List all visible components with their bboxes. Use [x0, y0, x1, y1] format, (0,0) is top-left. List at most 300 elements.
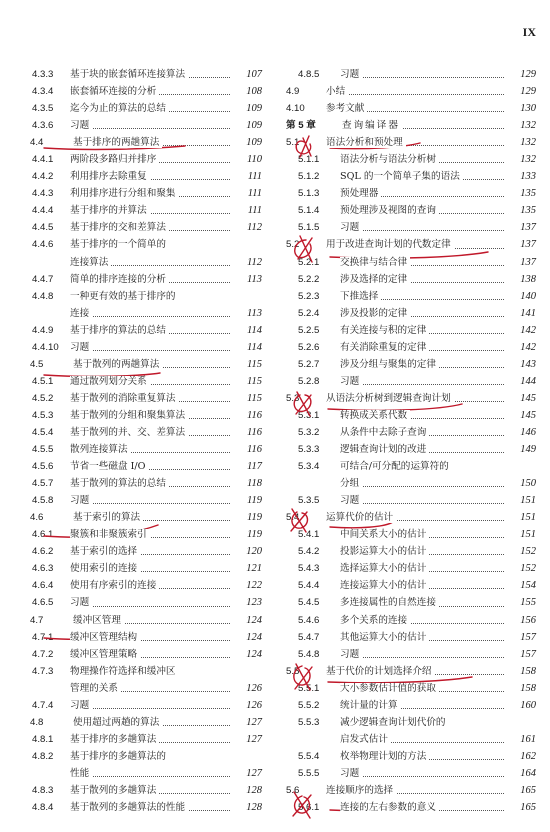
toc-entry-number: 5.4.8 — [298, 648, 320, 660]
toc-entry-page: 115 — [247, 392, 262, 404]
toc-entry-title: 预处理涉及视图的查询 — [340, 205, 439, 216]
toc-entry-page: 129 — [520, 86, 536, 98]
toc-entry — [286, 100, 540, 117]
toc-entry-title-wrap — [326, 83, 504, 100]
toc-entry-page: 128 — [246, 784, 262, 796]
toc-entry-title: 基于索引的算法 — [73, 512, 143, 523]
toc-entry-title: 有关连接与积的定律 — [340, 325, 429, 336]
toc-entry — [286, 236, 540, 253]
toc-entry-page: 164 — [520, 767, 536, 779]
toc-entry-number: 4.7.1 — [32, 631, 54, 643]
toc-entry-title: 多个关系的连接 — [340, 615, 410, 626]
toc-entry-page: 126 — [246, 699, 262, 711]
toc-entry-title: 缓冲区管理策略 — [70, 649, 140, 660]
toc-entry-page: 141 — [520, 307, 536, 319]
toc-entry-title: 基于索引的选择 — [70, 546, 140, 557]
toc-entry-number: 5.1.2 — [298, 171, 320, 183]
toc-entry — [286, 799, 540, 816]
toc-entry-number: 4.4.7 — [32, 273, 54, 285]
toc-entry-page: 132 — [520, 120, 536, 132]
toc-entry-page: 143 — [520, 358, 536, 370]
toc-entry-title: 习题 — [340, 649, 362, 660]
toc-entry — [286, 782, 540, 799]
toc-entry-title: 小结 — [326, 86, 348, 97]
toc-entry-page: 133 — [520, 171, 536, 183]
toc-entry-page: 119 — [247, 512, 262, 524]
toc-entry-title: 基于散列的多趟算法的性能 — [70, 802, 188, 813]
toc-entry-title-wrap — [73, 356, 230, 373]
toc-entry — [286, 492, 540, 509]
toc-entry — [30, 322, 266, 339]
toc-entry-title: 聚簇和非聚簇索引 — [70, 529, 150, 540]
toc-entry-number: 5.2.1 — [298, 256, 320, 268]
toc-entry-title-wrap — [70, 390, 230, 407]
toc-entry-title-wrap — [70, 254, 230, 271]
toc-entry-title: 从语法分析树到逻辑查询计划 — [326, 393, 454, 404]
toc-entry-title-wrap — [70, 407, 230, 424]
toc-entry-page: 115 — [247, 358, 262, 370]
toc-entry-page: 138 — [520, 273, 536, 285]
toc-entry — [286, 185, 540, 202]
toc-entry-title-wrap — [70, 236, 230, 253]
toc-entry-page: 116 — [247, 444, 262, 456]
toc-entry — [30, 151, 266, 168]
toc-entry-number: 4.7.2 — [32, 648, 54, 660]
toc-entry-page: 127 — [246, 716, 262, 728]
toc-entry-number: 4.4.3 — [32, 188, 54, 200]
toc-entry-title-wrap — [340, 254, 504, 271]
toc-entry-number: 4.9 — [286, 86, 300, 98]
toc-entry-title: 基于散列的算法的总结 — [70, 478, 169, 489]
toc-entry — [30, 100, 266, 117]
toc-entry — [286, 663, 540, 680]
toc-entry-title-wrap — [70, 339, 230, 356]
toc-entry-number: 5.4.3 — [298, 563, 320, 575]
toc-entry-number: 5.2.6 — [298, 341, 320, 353]
toc-entry-title-wrap — [70, 288, 230, 305]
toc-entry-title: 习题 — [70, 597, 92, 608]
toc-entry-number: 5.4.4 — [298, 580, 320, 592]
toc-entry — [286, 646, 540, 663]
toc-entry-page: 110 — [247, 154, 262, 166]
toc-entry-page: 149 — [520, 444, 536, 456]
toc-entry-title: 连接算法 — [70, 257, 111, 268]
toc-entry — [286, 407, 540, 424]
toc-entry-page: 119 — [247, 495, 262, 507]
toc-entry-title-wrap — [340, 594, 504, 611]
toc-entry-page: 142 — [520, 324, 536, 336]
toc-entry — [30, 475, 266, 492]
toc-entry — [30, 185, 266, 202]
toc-entry-page: 109 — [246, 120, 262, 132]
toc-entry — [30, 441, 266, 458]
toc-entry-title: 物理操作符选择和缓冲区 — [70, 666, 179, 677]
toc-entry-number: 4.4.5 — [32, 222, 54, 234]
toc-entry-page: 120 — [246, 546, 262, 558]
toc-entry-title: 习题 — [70, 120, 92, 131]
toc-entry — [30, 663, 266, 680]
toc-entry-title: 参考文献 — [326, 103, 367, 114]
toc-entry — [30, 288, 266, 305]
toc-entry-title: 涉及选择的定律 — [340, 274, 410, 285]
toc-entry-number: 4.8.3 — [32, 784, 54, 796]
toc-entry-title: 习题 — [340, 222, 362, 233]
toc-entry-number: 5.3.4 — [298, 461, 320, 473]
toc-entry-title-wrap — [70, 373, 230, 390]
toc-entry — [30, 782, 266, 799]
toc-entry — [286, 441, 540, 458]
toc-entry — [286, 765, 540, 782]
toc-entry — [30, 799, 266, 816]
toc-entry-page: 130 — [520, 103, 536, 115]
toc-entry-title: SQL 的一个简单子集的语法 — [340, 171, 463, 182]
toc-entry — [286, 339, 540, 356]
toc-entry-title: 缓冲区管理 — [73, 615, 124, 626]
toc-entry-page: 151 — [520, 495, 536, 507]
toc-entry-page: 116 — [247, 426, 262, 438]
toc-entry-title: 运算代价的估计 — [326, 512, 396, 523]
toc-entry-title-wrap — [70, 151, 230, 168]
toc-entry-page: 116 — [247, 409, 262, 421]
toc-entry-title-wrap — [70, 83, 230, 100]
toc-entry-page: 118 — [247, 478, 262, 490]
toc-entry-title-wrap — [70, 202, 230, 219]
toc-entry — [286, 577, 540, 594]
toc-entry-title-wrap — [340, 458, 504, 475]
toc-entry — [286, 424, 540, 441]
toc-entry — [30, 373, 266, 390]
toc-entry-title-wrap — [340, 219, 504, 236]
toc-entry-title: 下推选择 — [340, 291, 381, 302]
toc-entry-number: 5.3.1 — [298, 409, 320, 421]
toc-entry-title: 迄今为止的算法的总结 — [70, 103, 169, 114]
toc-entry-title-wrap — [70, 305, 230, 322]
toc-entry-number: 5.5.5 — [298, 767, 320, 779]
toc-entry-title-wrap — [340, 202, 504, 219]
toc-entry-title-wrap — [340, 271, 504, 288]
toc-entry — [286, 288, 540, 305]
toc-entry-title: 分组 — [340, 478, 362, 489]
toc-entry-title: 基于排序的交和差算法 — [70, 222, 169, 233]
toc-entry-title: 有关消除重复的定律 — [340, 342, 429, 353]
toc-entry-title: 逻辑查询计划的改进 — [340, 444, 429, 455]
toc-entry-page: 157 — [520, 648, 536, 660]
toc-entry-title-wrap — [340, 765, 504, 782]
toc-entry — [286, 697, 540, 714]
toc-entry-page: 107 — [246, 69, 262, 80]
toc-entry-title: 通过散列划分关系 — [70, 376, 150, 387]
toc-entry-number: 5.2.8 — [298, 375, 320, 387]
toc-entry-title: 启发式估计 — [340, 734, 391, 745]
toc-entry-title-wrap — [340, 356, 504, 373]
toc-entry-number: 4.5 — [30, 358, 44, 370]
toc-entry-title-wrap — [70, 731, 230, 748]
toc-entry-title: 基于散列的多趟算法 — [70, 785, 159, 796]
toc-entry-page: 111 — [247, 171, 262, 183]
toc-entry-title-wrap — [340, 577, 504, 594]
toc-entry-number: 4.3.5 — [32, 103, 54, 115]
toc-entry-title: 基于排序的两趟算法 — [73, 137, 162, 148]
toc-entry-title: 基于块的嵌套循环连接算法 — [70, 69, 188, 80]
toc-entry-title: 嵌套循环连接的分析 — [70, 86, 159, 97]
toc-entry-number: 5.2.5 — [298, 324, 320, 336]
toc-entry-number: 4.5.5 — [32, 444, 54, 456]
toc-entry-page: 152 — [520, 563, 536, 575]
toc-entry — [30, 731, 266, 748]
toc-entry-title: 从条件中去除子查询 — [340, 427, 429, 438]
toc-entry-number: 5.4.7 — [298, 631, 320, 643]
toc-entry-number: 4.4.8 — [32, 290, 54, 302]
toc-entry-number: 4.4 — [30, 137, 44, 149]
toc-entry-title-wrap — [70, 526, 230, 543]
toc-entry-title-wrap — [70, 168, 230, 185]
toc-entry — [30, 305, 266, 322]
toc-entry — [30, 339, 266, 356]
toc-entry — [30, 356, 266, 373]
toc-entry — [30, 765, 266, 782]
toc-entry-page: 140 — [520, 290, 536, 302]
toc-entry-page: 158 — [520, 665, 536, 677]
toc-entry — [286, 117, 540, 134]
toc-entry-title-wrap — [70, 799, 230, 816]
toc-entry-title-wrap — [70, 185, 230, 202]
toc-entry-title-wrap — [70, 782, 230, 799]
toc-entry-title: 基于排序的一个简单的 — [70, 239, 169, 250]
toc-entry-title-wrap — [70, 629, 230, 646]
toc-entry-number: 4.5.7 — [32, 478, 54, 490]
toc-entry-title-wrap — [70, 322, 230, 339]
toc-entry-title: 语法分析和预处理 — [326, 137, 406, 148]
toc-entry-page: 129 — [520, 69, 536, 80]
toc-entry-page: 108 — [246, 86, 262, 98]
toc-entry-number: 5.1.4 — [298, 205, 320, 217]
toc-entry-number: 5.4.2 — [298, 546, 320, 558]
toc-entry-title: 管理的关系 — [70, 683, 121, 694]
toc-entry — [286, 612, 540, 629]
toc-entry-number: 5.2.3 — [298, 290, 320, 302]
toc-entry-title-wrap — [340, 407, 504, 424]
toc-entry-title: 节省一些磁盘 I/O — [70, 461, 149, 472]
toc-entry-page: 123 — [246, 597, 262, 609]
toc-entry-title: 用于改进查询计划的代数定律 — [326, 239, 454, 250]
toc-entry — [286, 373, 540, 390]
toc-entry-title-wrap — [70, 100, 230, 117]
toc-entry-page: 124 — [246, 631, 262, 643]
toc-entry-title-wrap — [326, 509, 504, 526]
toc-entry-title-wrap — [70, 458, 230, 475]
toc-entry-title-wrap — [326, 390, 504, 407]
toc-entry — [30, 202, 266, 219]
toc-entry-page: 137 — [520, 256, 536, 268]
toc-entry-title: 散列连接算法 — [70, 444, 131, 455]
toc-entry-page: 144 — [520, 375, 536, 387]
toc-entry-title: 习题 — [70, 342, 92, 353]
toc-entry-title-wrap — [73, 509, 230, 526]
toc-entry-title-wrap — [70, 424, 230, 441]
toc-entry-title-wrap — [340, 66, 504, 83]
toc-entry — [30, 543, 266, 560]
toc-entry — [30, 612, 266, 629]
toc-entry-page: 162 — [520, 750, 536, 762]
toc-entry-title: 习题 — [70, 495, 92, 506]
toc-entry-page: 113 — [247, 307, 262, 319]
toc-entry-title-wrap — [340, 492, 504, 509]
toc-entry-number: 4.5.8 — [32, 495, 54, 507]
toc-entry-page: 156 — [520, 614, 536, 626]
toc-entry-number: 4.5.1 — [32, 375, 54, 387]
toc-entry — [286, 475, 540, 492]
toc-entry-page: 145 — [520, 392, 536, 404]
toc-entry-number: 5.4.1 — [298, 529, 320, 541]
toc-entry — [286, 390, 540, 407]
toc-entry — [286, 629, 540, 646]
toc-entry-title-wrap — [340, 168, 504, 185]
toc-entry-title: 枚举物理计划的方法 — [340, 751, 429, 762]
toc-entry-title-wrap — [70, 697, 230, 714]
toc-entry-number: 4.7 — [30, 614, 44, 626]
toc-entry-number: 5.2.4 — [298, 307, 320, 319]
toc-entry — [286, 322, 540, 339]
toc-entry — [286, 560, 540, 577]
toc-entry-title-wrap — [342, 117, 504, 134]
toc-entry-title-wrap — [70, 560, 230, 577]
toc-entry-title-wrap — [70, 219, 230, 236]
toc-entry-title-wrap — [70, 594, 230, 611]
toc-entry-number: 5.3.5 — [298, 495, 320, 507]
toc-entry-page: 126 — [246, 682, 262, 694]
toc-entry — [30, 697, 266, 714]
toc-entry-number: 4.4.2 — [32, 171, 54, 183]
toc-entry-title-wrap — [340, 629, 504, 646]
toc-entry-title: 连接的左右参数的意义 — [340, 802, 439, 813]
toc-entry-title: 使用超过两趟的算法 — [73, 717, 162, 728]
toc-entry-page: 137 — [520, 222, 536, 234]
toc-entry-number: 5.1.5 — [298, 222, 320, 234]
toc-entry-title-wrap — [340, 560, 504, 577]
toc-entry-number: 5.4.5 — [298, 597, 320, 609]
toc-entry-title-wrap — [70, 475, 230, 492]
toc-entry — [30, 748, 266, 765]
toc-entry — [30, 134, 266, 151]
toc-entry — [30, 458, 266, 475]
toc-entry-page: 112 — [247, 256, 262, 268]
toc-entry-number: 4.4.9 — [32, 324, 54, 336]
toc-entry-title-wrap — [340, 697, 504, 714]
toc-entry-title-wrap — [326, 100, 504, 117]
toc-entry-page: 127 — [246, 767, 262, 779]
toc-entry — [286, 458, 540, 475]
toc-entry — [30, 509, 266, 526]
toc-entry-title: 基于散列的并、交、差算法 — [70, 427, 188, 438]
toc-entry-page: 112 — [247, 222, 262, 234]
toc-entry — [30, 714, 266, 731]
toc-entry-number: 5.2 — [286, 239, 300, 251]
toc-entry-title: 减少逻辑查询计划代价的 — [340, 717, 449, 728]
toc-entry-title: 连接运算大小的估计 — [340, 580, 429, 591]
toc-entry — [286, 134, 540, 151]
toc-entry — [286, 305, 540, 322]
toc-entry-number: 5.2.7 — [298, 358, 320, 370]
toc-entry-page: 151 — [520, 529, 536, 541]
toc-entry-page: 158 — [520, 682, 536, 694]
toc-entry-number: 5.4 — [286, 512, 300, 524]
toc-entry — [30, 219, 266, 236]
toc-entry-title: 简单的排序连接的分析 — [70, 274, 169, 285]
toc-entry-title: 基于排序的并算法 — [70, 205, 150, 216]
toc-entry-title: 习题 — [340, 376, 362, 387]
toc-entry-title: 缓冲区管理结构 — [70, 632, 140, 643]
toc-entry — [30, 577, 266, 594]
toc-entry-number: 4.6.1 — [32, 529, 54, 541]
toc-entry — [30, 424, 266, 441]
toc-entry-page: 114 — [247, 341, 262, 353]
toc-entry-title-wrap — [340, 373, 504, 390]
toc-entry-page: 132 — [520, 154, 536, 166]
toc-entry-title: 转换成关系代数 — [340, 410, 410, 421]
toc-entry — [286, 202, 540, 219]
toc-entry — [286, 66, 540, 83]
toc-entry-title: 习题 — [340, 69, 362, 80]
toc-entry-number: 5.4.6 — [298, 614, 320, 626]
toc-entry — [30, 117, 266, 134]
toc-entry-title-wrap — [326, 782, 504, 799]
toc-entry — [286, 509, 540, 526]
toc-entry-title: 连接顺序的选择 — [326, 785, 396, 796]
toc-entry-page: 154 — [520, 580, 536, 592]
toc-entry-title-wrap — [340, 322, 504, 339]
toc-entry-title: 大小参数估计值的获取 — [340, 683, 439, 694]
toc-entry — [30, 526, 266, 543]
toc-entry-title: 连接 — [70, 308, 92, 319]
toc-entry-number: 4.7.3 — [32, 665, 54, 677]
toc-entry-number: 5.1.3 — [298, 188, 320, 200]
toc-entry-page: 137 — [520, 239, 536, 251]
toc-entry-title: 可结合/可分配的运算符的 — [340, 461, 452, 472]
toc-entry — [286, 526, 540, 543]
toc-entry-page: 109 — [246, 103, 262, 115]
toc-entry-title: 基于散列的消除重复算法 — [70, 393, 179, 404]
toc-entry-title: 涉及分组与聚集的定律 — [340, 359, 439, 370]
toc-entry-title: 语法分析与语法分析树 — [340, 154, 439, 165]
toc-entry-title: 基于散列的两趟算法 — [73, 359, 162, 370]
toc-entry-title: 两阶段多路归并排序 — [70, 154, 159, 165]
toc-entry-title-wrap — [326, 134, 504, 151]
toc-entry-title: 习题 — [340, 768, 362, 779]
toc-entry-number: 5.6.1 — [298, 802, 320, 814]
toc-entry-number: 5.6 — [286, 784, 300, 796]
toc-entry-number: 4.8.2 — [32, 750, 54, 762]
toc-entry-number: 5.3.2 — [298, 426, 320, 438]
toc-entry-title-wrap — [340, 799, 504, 816]
toc-entry-title-wrap — [340, 731, 504, 748]
toc-entry-number: 5.5.1 — [298, 682, 320, 694]
toc-entry-page: 124 — [246, 614, 262, 626]
toc-entry — [30, 407, 266, 424]
toc-entry-number: 4.10 — [286, 103, 305, 115]
toc-entry-number: 4.7.4 — [32, 699, 54, 711]
toc-entry-title-wrap — [326, 236, 504, 253]
toc-entry-title: 使用有序索引的连接 — [70, 580, 159, 591]
toc-entry-title-wrap — [70, 117, 230, 134]
toc-entry-title: 投影运算大小的估计 — [340, 546, 429, 557]
toc-entry-page: 151 — [520, 512, 536, 524]
toc-entry — [286, 151, 540, 168]
toc-entry-number: 4.8.1 — [32, 733, 54, 745]
toc-entry — [286, 680, 540, 697]
toc-entry-title-wrap — [326, 663, 504, 680]
toc-entry-title-wrap — [70, 543, 230, 560]
toc-entry-title-wrap — [73, 612, 230, 629]
